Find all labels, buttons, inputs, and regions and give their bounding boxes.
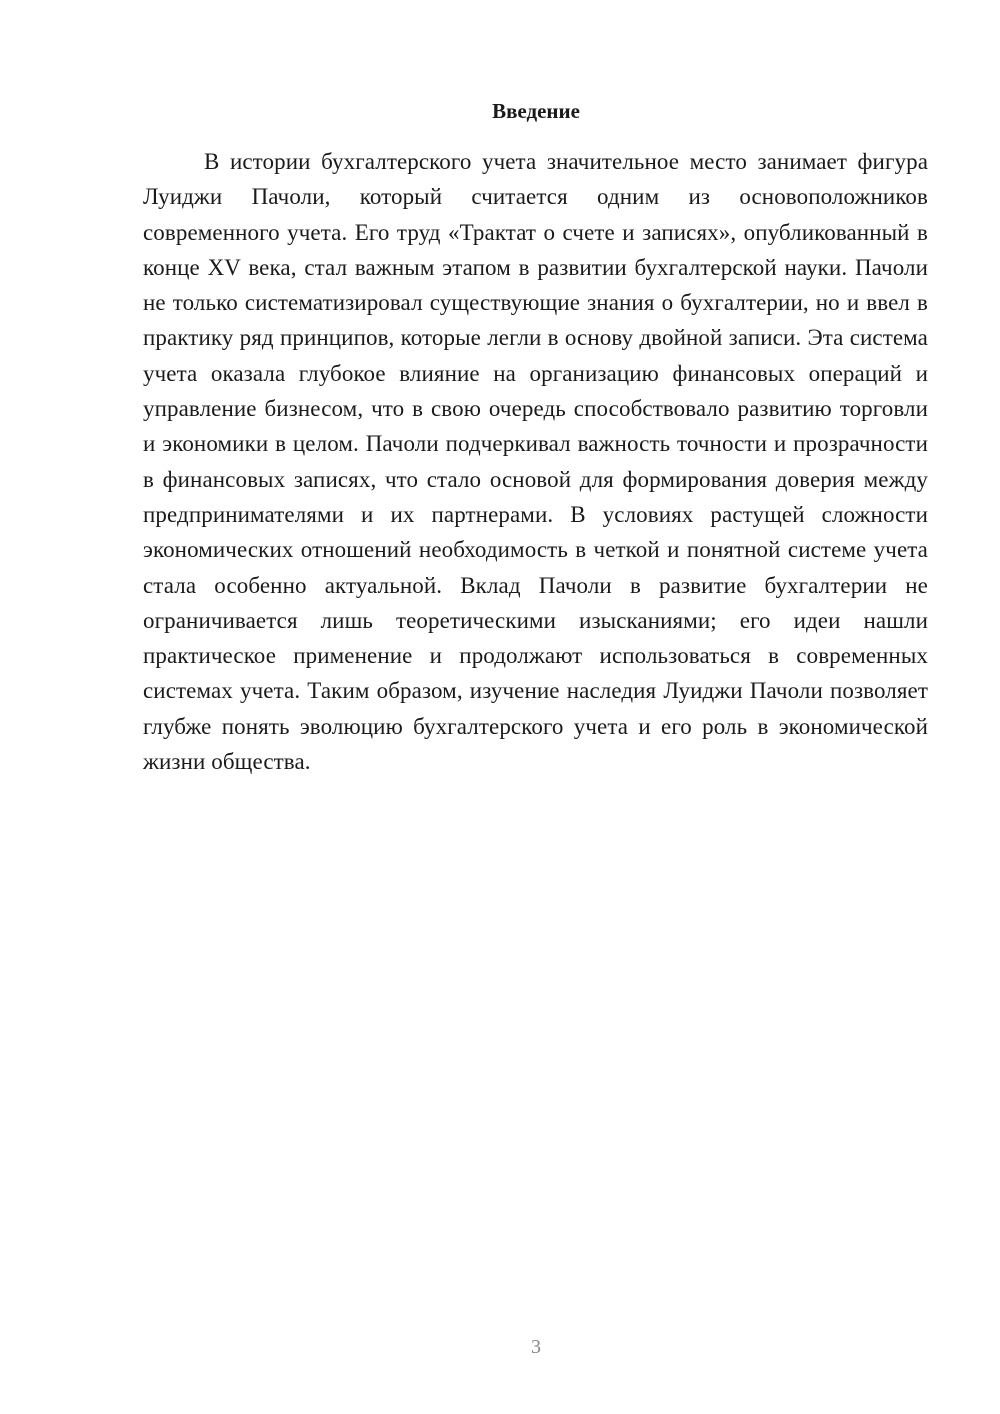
section-heading: Введение <box>492 99 580 123</box>
page-number: 3 <box>531 1336 541 1358</box>
body-paragraph: В истории бухгалтерского учета значительное место занимает фигура Луиджи Пачоли, который считается одним из основоположников современного учета. Его труд «Трактат о счете и записях», опубликованный в конце XV века, стал важным этапом в развитии бухгалтерской науки. Пачоли не только систематизировал существующие знания о бухгалтерии, но и ввел в практику ряд принципов, которые легли в основу двойной записи. Эта система учета оказала глубокое влияние на организацию финансовых операций и управление бизнесом, что в свою очередь способствовало развитию торговли и экономики в целом. Пачоли подчеркивал важность точности и прозрачности в финансовых записях, что стало основой для формирования доверия между предпринимателями и их партнерами. В условиях растущей сложности экономических отношений необходимость в четкой и понятной системе учета стала особенно актуальной. Вклад Пачоли в развитие бухгалтерии не ограничивается лишь теоретическими изысканиями; его идеи нашли практическое применение и продолжают использоваться в современных системах учета. Таким образом, изучение наследия Луиджи Пачоли позволяет глубже понять эволюцию бухгалтерского учета и его роль в экономической жизни общества. <box>143 149 928 775</box>
